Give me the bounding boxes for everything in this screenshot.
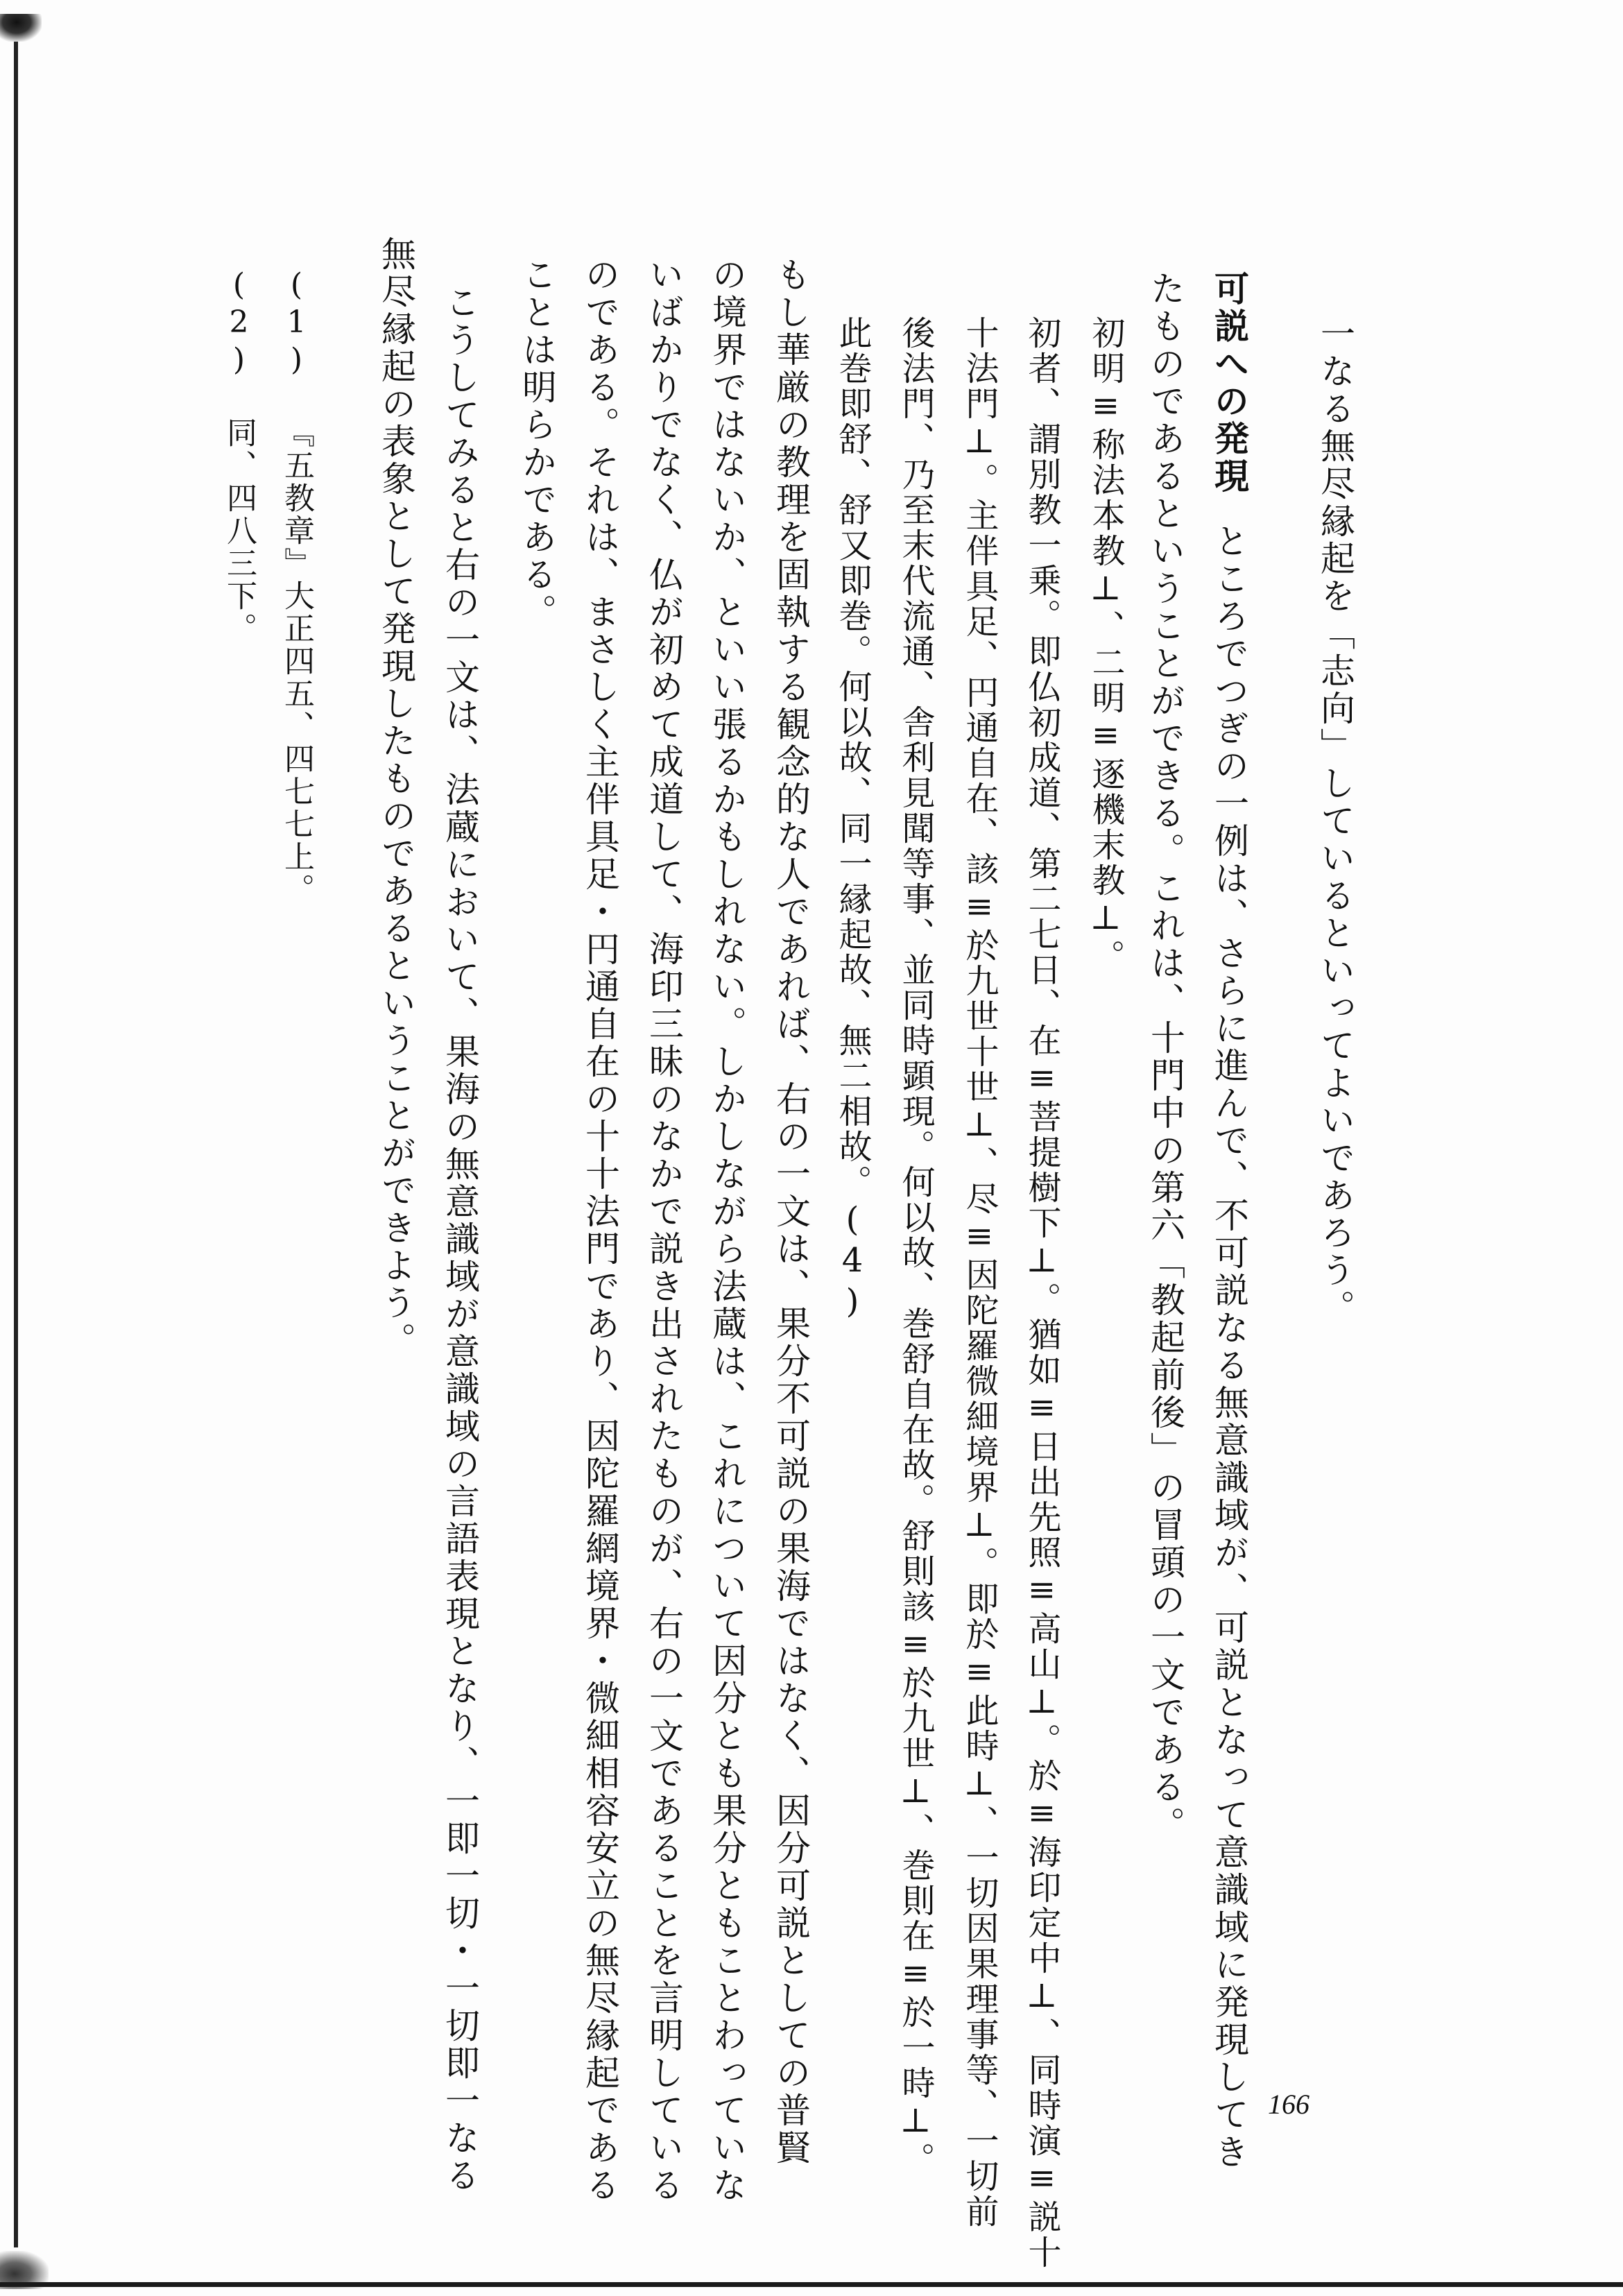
text-line-3: たものであるということができる。これは、十門中の第六「教起前後」の冒頭の一文である。 [1145,271,1185,1844]
scan-edge-bottom [0,2282,1623,2287]
text-line-2-body: ところでつぎの一例は、さらに進んで、不可説なる無意識域が、可説となって意識域に発現してき [1209,523,1249,2171]
quote-line-5: 此巻即舒、舒又即巻。何以故、同一縁起故、無二相故。(4) [833,316,872,1323]
text-line-8: ことは明らかである。 [517,257,557,631]
scan-edge-top [0,14,42,42]
text-line-1: 一なる無尽縁起を「志向」しているといってよいであろう。 [1315,316,1355,1327]
quote-line-3: 十法門⊥。主伴具足、円通自在、該≡於九世十世⊥、尽≡因陀羅微細境界⊥。即於≡此時⊥、一切因果理事等、一切前 [960,316,999,2229]
text-line-6: いばかりでなく、仏が初めて成道して、海印三昧のなかで説き出されたものが、右の一文であることを言明している [644,257,684,2204]
text-line-2 [1209,271,1249,2171]
text-line-7: のである。それは、まさしく主伴具足・円通自在の十十法門であり、因陀羅網境界・微細相容安立の無尽縁起である [580,257,620,2204]
section-heading: 可説への発現 [1209,271,1249,495]
text-line-10: 無尽縁起の表象として発現したものであるということができよう。 [376,236,416,1360]
page-number: 166 [1268,2089,1309,2120]
footnote-2: (2) 同、四八三下。 [221,267,257,645]
text-line-4: もし華厳の教理を固執する観念的な人であれば、右の一文は、果分不可説の果海ではなく、因分可説としての普賢 [771,257,811,2167]
scan-edge-left [14,42,18,2247]
quote-line-1: 初明≡称法本教⊥、二明≡逐機末教⊥。 [1086,316,1125,975]
quote-line-2: 初者、謂別教一乗。即仏初成道、第二七日、在≡菩提樹下⊥。猶如≡日出先照≡高山⊥。於≡海印定中⊥、同時演≡説十 [1022,316,1061,2270]
quote-line-4: 後法門、乃至末代流通、舎利見聞等事、並同時顕現。何以故、巻舒自在故。舒則該≡於九世⊥、巻則在≡於一時⊥。 [896,316,935,2177]
text-line-9: こうしてみると右の一文は、法蔵において、果海の無意識域が意識域の言語表現となり、一即一切・一切即一なる [440,284,480,2195]
footnote-1: (1) 『五教章』大正四五、四七七上。 [279,267,314,906]
text-line-5: の境界ではないか、といい張るかもしれない。しかしながら法蔵は、これについて因分とも果分ともことわっていな [707,257,747,2204]
